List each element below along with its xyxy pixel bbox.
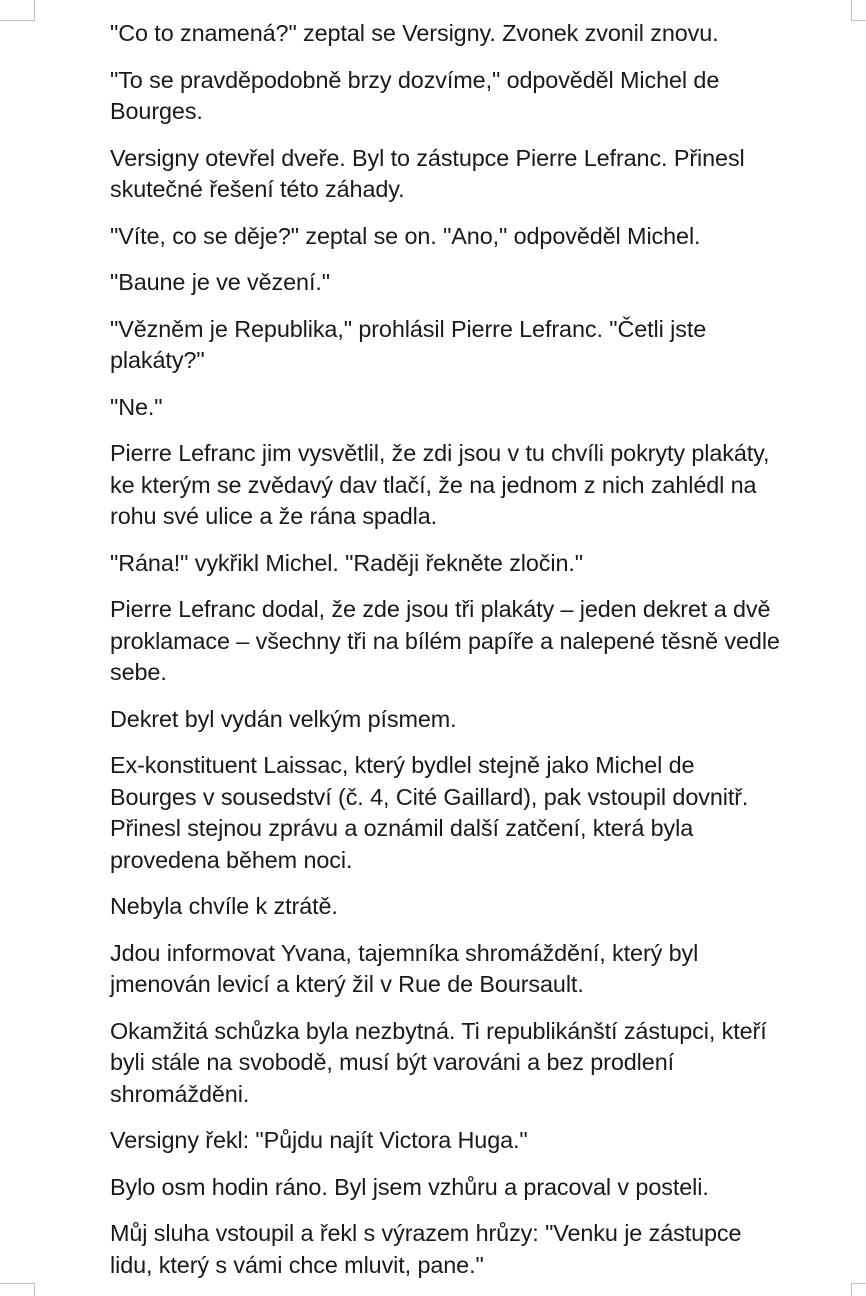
paragraph: "Baune je ve vězení." xyxy=(110,269,330,295)
paragraph: "To se pravděpodobně brzy dozvíme," odpověděl Michel de Bourges. xyxy=(110,66,720,124)
paragraph: Pierre Lefranc dodal, že zde jsou tři plakáty – jeden dekret a dvě proklamace – všechny tři na bílém papíře a nalepené těsně vedle sebe. xyxy=(110,596,780,685)
paragraph: "Ne." xyxy=(110,393,163,420)
paragraph: Bylo osm hodin ráno. Byl jsem vzhůru a pracoval v posteli. xyxy=(110,1173,709,1200)
paragraph: "Víte, co se děje?" zeptal se on. "Ano," odpověděl Michel. xyxy=(110,222,701,249)
paragraph: Dekret byl vydán velkým písmem. xyxy=(110,705,457,732)
crop-mark-top-left xyxy=(0,0,35,21)
paragraph: "Rána!" vykřikl Michel. "Raději řekněte zločin." xyxy=(110,549,584,576)
paragraph: Okamžitá schůzka byla nezbytná. Ti republikánští zástupci, kteří byli stále na svobodě, musí být varováni a bez prodlení shromážděni. xyxy=(110,1017,767,1107)
crop-mark-top-right xyxy=(851,0,866,21)
paragraph: "Co to znamená?" zeptal se Versigny. Zvonek zvonil znovu. xyxy=(110,20,719,46)
crop-mark-bottom-left xyxy=(0,1283,35,1296)
paragraph: Jdou informovat Yvana, tajemníka shromáždění, který byl jmenován levicí a který žil v Rue de Boursault. xyxy=(110,939,699,997)
crop-mark-bottom-right xyxy=(851,1283,866,1296)
paragraph: Nebyla chvíle k ztrátě. xyxy=(110,893,338,919)
paragraph: Ex-konstituent Laissac, který bydlel stejně jako Michel de Bourges v sousedství (č. 4, Cité Gaillard), pak vstoupil dovnitř. Přinesl stejnou zprávu a oznámil další zatčení, která byla provedena během noci. xyxy=(110,752,749,873)
paragraph: "Vězněm je Republika," prohlásil Pierre Lefranc. "Četli jste plakáty?" xyxy=(110,315,707,373)
paragraph: Versigny řekl: "Půjdu najít Victora Huga." xyxy=(110,1127,528,1153)
paragraph: Versigny otevřel dveře. Byl to zástupce Pierre Lefranc. Přinesl skutečné řešení této záhady. xyxy=(110,144,745,202)
document-body xyxy=(110,18,786,1296)
paragraph: Pierre Lefranc jim vysvětlil, že zdi jsou v tu chvíli pokryty plakáty, ke kterým se zvědavý dav tlačí, že na jednom z nich zahlédl na rohu své ulice a že rána spadla. xyxy=(110,440,770,529)
paragraph: Můj sluha vstoupil a řekl s výrazem hrůzy: "Venku je zástupce lidu, který s vámi chce mluvit, pane." xyxy=(110,1220,742,1278)
